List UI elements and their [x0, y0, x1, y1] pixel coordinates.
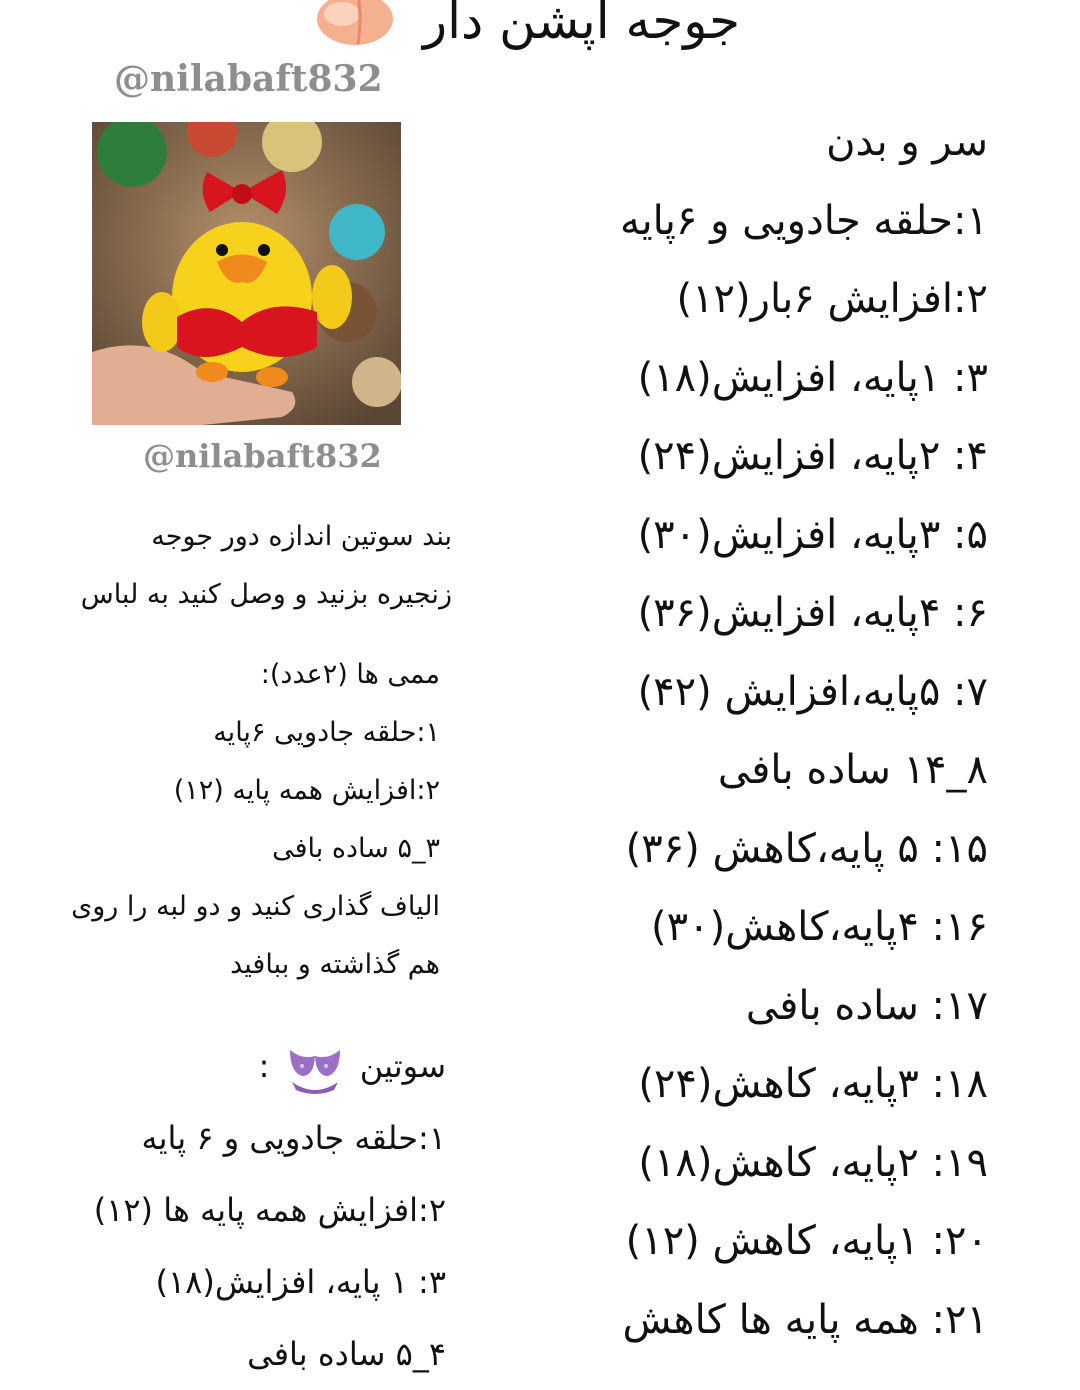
section-heading: سر و بدن [826, 119, 988, 165]
watermark-handle: @nilabaft832 [143, 437, 382, 475]
pattern-row: ۴_۵ ساده بافی [247, 1335, 446, 1373]
pattern-row: ۱۸: ۳پایه، کاهش(۲۴) [638, 1061, 988, 1107]
pattern-row: ۷: ۵پایه،افزایش (۴۲) [637, 668, 988, 715]
pattern-row: ۲:افزایش ۶بار(۱۲) [676, 276, 988, 322]
pattern-row: ۱:حلقه جادویی ۶پایه [213, 717, 440, 748]
pattern-row: ۴: ۲پایه، افزایش(۲۴) [637, 433, 988, 479]
pattern-row: ۱۶: ۴پایه،کاهش(۳۰) [651, 904, 988, 950]
section-heading-row [0, 1030, 446, 1102]
section-heading: ممی ها (۲عدد): [260, 659, 440, 690]
pattern-row: ۶: ۴پایه، افزایش(۳۶) [637, 590, 988, 636]
pattern-row: ۱۷: ساده بافی [745, 982, 988, 1029]
head-body-pattern [558, 103, 988, 1359]
crochet-chick-photo [92, 122, 401, 425]
strap-note [0, 508, 452, 624]
peach-icon [314, 0, 396, 48]
strap-line: بند سوتین اندازه دور جوجه [151, 521, 452, 552]
pattern-row: الیاف گذاری کنید و دو لبه را روی [71, 891, 440, 922]
pattern-row: ۲:افزایش همه پایه (۱۲) [173, 775, 440, 806]
pattern-row: ۲:افزایش همه پایه ها (۱۲) [93, 1191, 446, 1229]
bikini-icon [286, 1042, 344, 1094]
section-heading: سوتین [359, 1047, 446, 1085]
pattern-row: ۲۰: ۱پایه، کاهش (۱۲) [625, 1218, 988, 1264]
pattern-row: ۱:حلقه جادویی و ۶پایه [620, 197, 988, 244]
strap-line: زنجیره بزنید و وصل کنید به لباس [80, 579, 452, 610]
pattern-row: ۲۱: همه پایه ها کاهش [622, 1296, 988, 1343]
pattern-row: ۵: ۳پایه، افزایش(۳۰) [637, 511, 988, 558]
page-title: جوجه اپشن دار [422, 0, 740, 50]
pattern-row: ۱۹: ۲پایه، کاهش(۱۸) [638, 1139, 988, 1186]
watermark-handle: @nilabaft832 [114, 58, 383, 100]
cups-pattern [0, 646, 440, 994]
heading-colon: : [258, 1047, 270, 1085]
pattern-row: ۳_۵ ساده بافی [272, 833, 440, 864]
pattern-row: هم گذاشته و ببافید [230, 949, 440, 980]
bra-pattern [0, 1030, 446, 1390]
pattern-row: ۳: ۱پایه، افزایش(۱۸) [637, 354, 988, 401]
pattern-row: ۸_۱۴ ساده بافی [717, 747, 988, 793]
pattern-row: ۱۵: ۵ پایه،کاهش (۳۶) [625, 825, 988, 872]
pattern-row: ۱:حلقه جادویی و ۶ پایه [141, 1119, 446, 1157]
pattern-row: ۳: ۱ پایه، افزایش(۱۸) [155, 1263, 446, 1301]
